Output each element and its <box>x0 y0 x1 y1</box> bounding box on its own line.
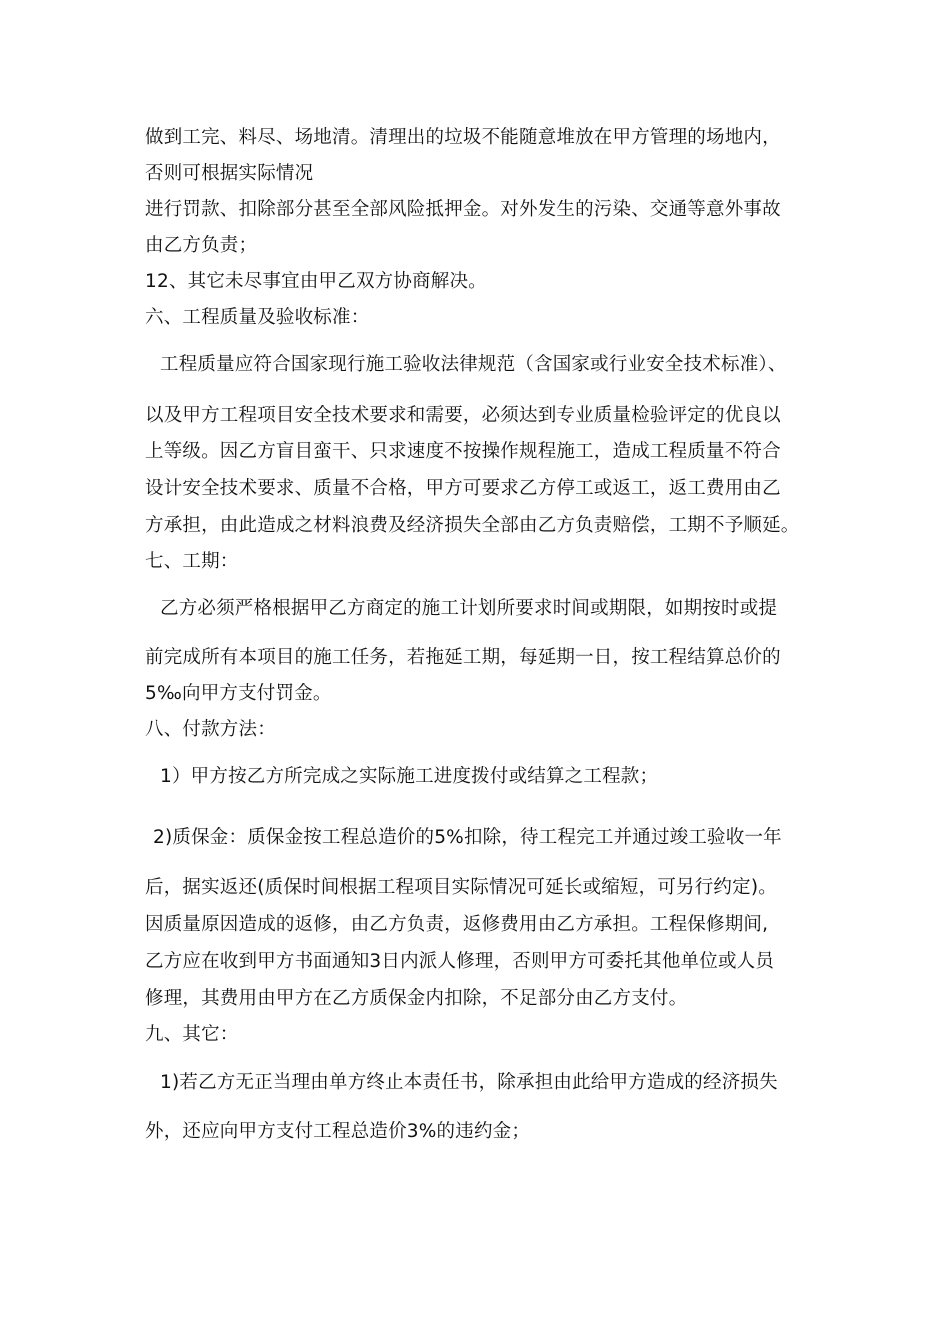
text-line-9: 上等级。因乙方盲目蛮干、只求速度不按操作规程施工，造成工程质量不符合 <box>145 441 781 462</box>
section-heading-8: 八、付款方法： <box>145 719 276 740</box>
text-line-11: 方承担，由此造成之材料浪费及经济损失全部由乙方负责赔偿，工期不予顺延。 <box>145 515 800 536</box>
text-line-25: 外，还应向甲方支付工程总造价3%的违约金； <box>145 1121 531 1142</box>
section-heading-6: 六、工程质量及验收标准： <box>145 307 370 328</box>
section-heading-9: 九、其它： <box>145 1024 239 1045</box>
text-line-14: 前完成所有本项目的施工任务，若拖延工期，每延期一日，按工程结算总价的 <box>145 647 781 668</box>
text-line-8: 以及甲方工程项目安全技术要求和需要，必须达到专业质量检验评定的优良以 <box>145 405 781 426</box>
text-line-24: 1)若乙方无正当理由单方终止本责任书，除承担由此给甲方造成的经济损失 <box>160 1072 778 1093</box>
text-line-13: 乙方必须严格根据甲乙方商定的施工计划所要求时间或期限，如期按时或提 <box>160 598 778 619</box>
text-line-17: 1）甲方按乙方所完成之实际施工进度拨付或结算之工程款； <box>160 766 659 787</box>
text-line-5: 12、其它未尽事宜由甲乙双方协商解决。 <box>145 271 487 292</box>
text-line-18: 2)质保金：质保金按工程总造价的5%扣除，待工程完工并通过竣工验收一年 <box>153 827 782 848</box>
text-line-2: 否则可根据实际情况 <box>145 163 314 184</box>
text-line-4: 由乙方负责； <box>145 235 258 256</box>
text-line-20: 因质量原因造成的返修，由乙方负责，返修费用由乙方承担。工程保修期间, <box>145 914 769 935</box>
text-line-1: 做到工完、料尽、场地清。清理出的垃圾不能随意堆放在甲方管理的场地内， <box>145 127 781 148</box>
text-line-3: 进行罚款、扣除部分甚至全部风险抵押金。对外发生的污染、交通等意外事故 <box>145 199 781 220</box>
text-line-21: 乙方应在收到甲方书面通知3日内派人修理，否则甲方可委托其他单位或人员 <box>145 951 775 972</box>
text-line-22: 修理，其费用由甲方在乙方质保金内扣除，不足部分由乙方支付。 <box>145 988 688 1009</box>
text-line-7: 工程质量应符合国家现行施工验收法律规范（含国家或行业安全技术标准）、 <box>160 354 787 375</box>
text-line-15: 5‰向甲方支付罚金。 <box>145 683 332 704</box>
text-line-10: 设计安全技术要求、质量不合格，甲方可要求乙方停工或返工，返工费用由乙 <box>145 478 781 499</box>
section-heading-7: 七、工期： <box>145 551 239 572</box>
text-line-19: 后，据实返还(质保时间根据工程项目实际情况可延长或缩短，可另行约定)。 <box>145 877 777 898</box>
